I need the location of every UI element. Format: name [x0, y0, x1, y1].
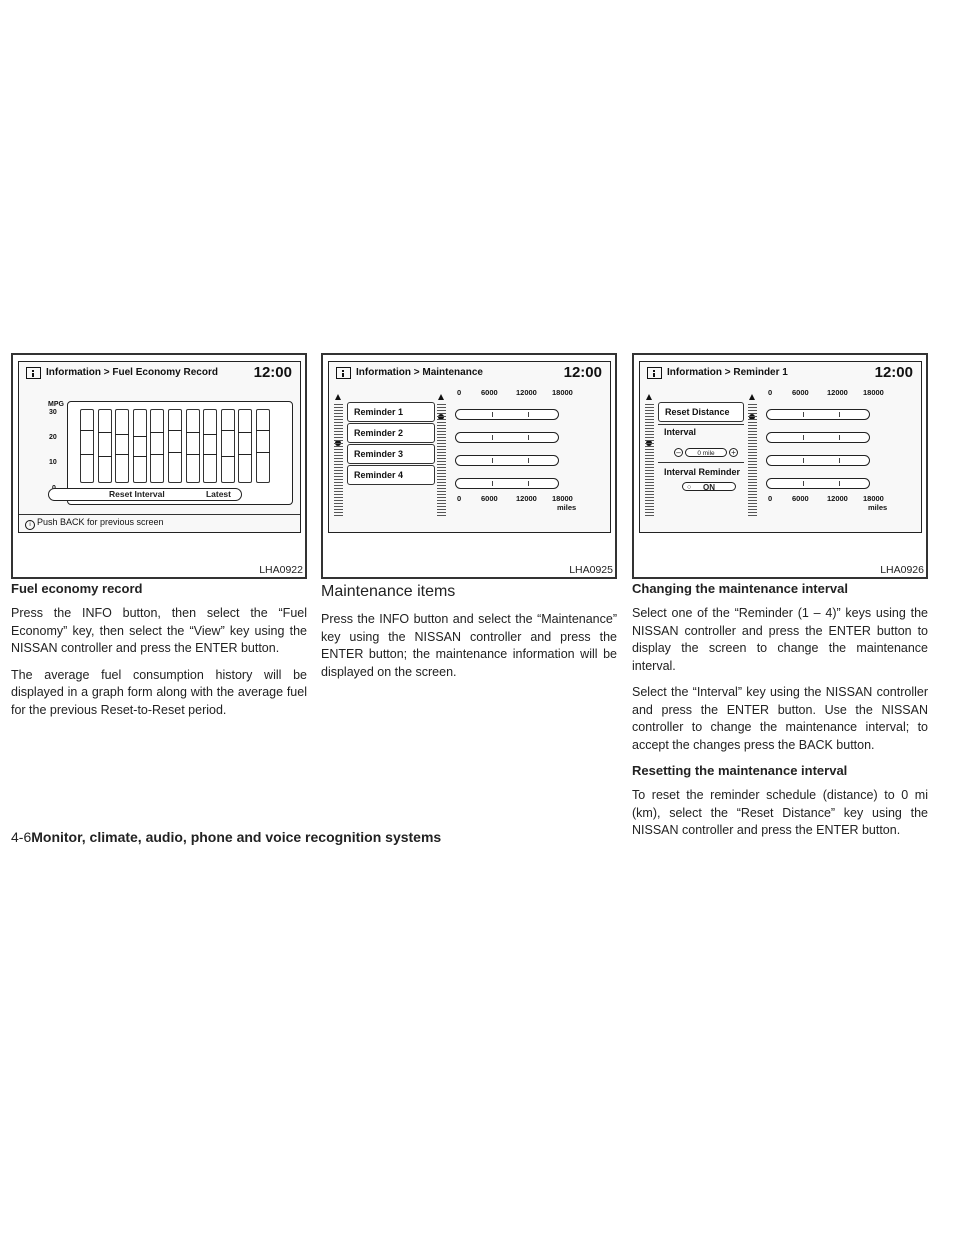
track-tick — [492, 458, 493, 463]
track-tick — [528, 481, 529, 486]
scale-top-18000: 18000 — [863, 388, 884, 397]
graph-bar-reading — [221, 430, 235, 431]
scale-ticks — [748, 404, 757, 516]
graph-y-label-10: 10 — [49, 459, 57, 466]
fuel-economy-text — [11, 581, 307, 728]
scale-unit: miles — [868, 503, 888, 512]
scale-top-12000: 12000 — [827, 388, 848, 397]
graph-bar — [238, 409, 252, 483]
graph-bar-reading — [98, 432, 112, 433]
graph-bar-reading — [203, 434, 217, 435]
screen-clock: 12:00 — [253, 364, 292, 381]
back-note-text: Push BACK for previous screen — [37, 517, 164, 527]
track-tick — [803, 435, 804, 440]
changing-interval-paragraph-1: Select one of the “Reminder (1 – 4)” keys using the NISSAN controller and press the ENTER button to display the screen to change the maintenance interval. — [632, 606, 928, 673]
changing-interval-paragraph-2: Select the “Interval” key using the NISSAN controller and press the ENTER button. Use the NISSAN controller to change the maintenance interval; to accept the changes press the BACK button. — [632, 685, 928, 752]
screen-clock: 12:00 — [563, 364, 602, 381]
graph-bar-reading — [115, 454, 129, 455]
reset-interval-label: Reset Interval — [109, 489, 165, 499]
graph-bar-reading — [186, 432, 200, 433]
scroll-up-icon — [335, 394, 341, 400]
left-scroll-strip[interactable] — [332, 394, 346, 520]
interval-value: 0 mile — [685, 448, 727, 457]
information-icon — [26, 367, 41, 379]
scale-top-18000: 18000 — [552, 388, 573, 397]
resetting-interval-heading: Resetting the maintenance interval — [632, 763, 848, 778]
track-tick — [839, 412, 840, 417]
track-tick — [839, 458, 840, 463]
graph-bar — [168, 409, 182, 483]
track-tick — [839, 481, 840, 486]
middle-scroll-strip[interactable] — [746, 394, 760, 520]
distance-track — [455, 478, 559, 489]
info-circle-icon: i — [25, 520, 35, 530]
interval-key[interactable]: Interval — [664, 427, 697, 437]
graph-bar — [221, 409, 235, 483]
figure-code: LHA0925 — [569, 564, 613, 576]
left-scroll-strip[interactable] — [643, 394, 657, 520]
column-reminder — [632, 353, 939, 837]
graph-bar-reading — [238, 454, 252, 455]
distance-track — [455, 455, 559, 466]
scale-ticks — [645, 404, 654, 516]
track-tick — [492, 481, 493, 486]
scroll-up-icon — [438, 394, 444, 400]
track-tick — [839, 435, 840, 440]
graph-bar-reading — [256, 452, 270, 453]
toggle-value: ON — [703, 483, 715, 492]
graph-bar-reading — [133, 436, 147, 437]
graph-bar-reading — [168, 430, 182, 431]
latest-label: Latest — [205, 489, 231, 499]
reminder-item-1[interactable]: Reminder 1 — [347, 402, 435, 422]
screen-title: Information > Reminder 1 — [667, 367, 788, 378]
interval-reminder-key[interactable]: Interval Reminder — [664, 467, 741, 477]
figure-reminder — [632, 353, 928, 579]
screen-clock: 12:00 — [874, 364, 913, 381]
interval-reminder-toggle[interactable] — [682, 482, 736, 491]
graph-bar-reading — [238, 432, 252, 433]
reminder-item-3[interactable]: Reminder 3 — [347, 444, 435, 464]
plus-button[interactable]: + — [729, 448, 738, 457]
scale-bottom-18000: 18000 — [863, 494, 884, 503]
track-tick — [492, 435, 493, 440]
graph-bar-reading — [80, 454, 94, 455]
reminder-item-4[interactable]: Reminder 4 — [347, 465, 435, 485]
scale-ticks — [437, 404, 446, 516]
graph-bar — [98, 409, 112, 483]
graph-bar — [150, 409, 164, 483]
figure-code: LHA0926 — [880, 564, 924, 576]
graph-bar-reading — [256, 430, 270, 431]
figure-maintenance — [321, 353, 617, 579]
figure-fuel-economy-record — [11, 353, 307, 579]
graph-bar — [186, 409, 200, 483]
reset-distance-key[interactable]: Reset Distance — [658, 402, 744, 422]
graph-bar — [80, 409, 94, 483]
scale-bottom-0: 0 — [768, 494, 773, 503]
track-tick — [528, 412, 529, 417]
scroll-up-icon — [646, 394, 652, 400]
graph-bar-reading — [133, 456, 147, 457]
distance-track — [766, 409, 870, 420]
maintenance-heading: Maintenance items — [321, 583, 456, 600]
reset-interval-bar[interactable] — [48, 488, 242, 501]
screen-header — [329, 362, 610, 384]
track-tick — [492, 412, 493, 417]
screen-header — [640, 362, 921, 384]
toggle-indicator-icon: ○ — [687, 484, 692, 491]
screen-header — [19, 362, 300, 384]
column-maintenance — [321, 353, 628, 679]
graph-bar-reading — [80, 430, 94, 431]
track-tick — [803, 481, 804, 486]
middle-scroll-strip[interactable] — [435, 394, 449, 520]
information-icon — [336, 367, 351, 379]
graph-bar-reading — [168, 452, 182, 453]
reminder-item-2[interactable]: Reminder 2 — [347, 423, 435, 443]
minus-button[interactable]: – — [674, 448, 683, 457]
track-tick — [803, 458, 804, 463]
graph-unit-label: MPG — [48, 401, 64, 408]
resetting-interval-paragraph: To reset the reminder schedule (distance) to 0 mi (km), select the “Reset Distance” key using the NISSAN controller and press the ENTER button. — [632, 788, 928, 837]
graph-bar — [256, 409, 270, 483]
scale-top-6000: 6000 — [792, 388, 809, 397]
graph-bar — [115, 409, 129, 483]
scale-top-0: 0 — [768, 388, 773, 397]
scale-bottom-6000: 6000 — [792, 494, 809, 503]
fuel-economy-heading: Fuel economy record — [11, 581, 143, 596]
scale-bottom-12000: 12000 — [516, 494, 537, 503]
fuel-economy-screen — [18, 361, 301, 533]
section-title: Monitor, climate, audio, phone and voice recognition systems — [31, 829, 442, 845]
graph-bar — [203, 409, 217, 483]
distance-track — [766, 432, 870, 443]
graph-bar-reading — [115, 434, 129, 435]
maintenance-paragraph-1: Press the INFO button and select the “Maintenance” key using the NISSAN controller and press the ENTER button; the maintenance information will be displayed on the screen. — [321, 612, 617, 679]
graph-bar — [133, 409, 147, 483]
distance-track — [455, 409, 559, 420]
scale-top-0: 0 — [457, 388, 462, 397]
scale-top-6000: 6000 — [481, 388, 498, 397]
changing-interval-heading: Changing the maintenance interval — [632, 581, 848, 596]
maintenance-screen — [328, 361, 611, 533]
fuel-economy-paragraph-2: The average fuel consumption history will be displayed in a graph form along with the average fuel for the previous Reset-to-Reset period. — [11, 667, 307, 717]
graph-y-label-20: 20 — [49, 434, 57, 441]
scale-ticks — [334, 404, 343, 516]
graph-bar-reading — [150, 454, 164, 455]
information-icon — [647, 367, 662, 379]
fuel-economy-paragraph-1: Press the INFO button, then select the “Fuel Economy” key, then select the “View” key using the NISSAN controller and press the ENTER button. — [11, 606, 307, 655]
distance-track — [766, 455, 870, 466]
track-tick — [803, 412, 804, 417]
screen-title: Information > Fuel Economy Record — [46, 367, 218, 378]
graph-bar-reading — [221, 456, 235, 457]
graph-bar-reading — [150, 432, 164, 433]
reminder-text — [632, 581, 928, 849]
maintenance-text — [321, 583, 617, 690]
column-fuel-economy — [11, 353, 307, 717]
scale-top-12000: 12000 — [516, 388, 537, 397]
scroll-up-icon — [749, 394, 755, 400]
scale-bottom-6000: 6000 — [481, 494, 498, 503]
graph-bar-reading — [98, 456, 112, 457]
reminder-screen — [639, 361, 922, 533]
page-number: 4-6 — [11, 829, 32, 845]
figure-code: LHA0922 — [259, 564, 303, 576]
scale-unit: miles — [557, 503, 577, 512]
scale-bottom-18000: 18000 — [552, 494, 573, 503]
graph-bar-reading — [203, 454, 217, 455]
scale-bottom-0: 0 — [457, 494, 462, 503]
graph-bar-reading — [186, 454, 200, 455]
distance-track — [455, 432, 559, 443]
track-tick — [528, 435, 529, 440]
track-tick — [528, 458, 529, 463]
screen-divider — [19, 514, 300, 515]
back-note — [25, 517, 164, 530]
scale-bottom-12000: 12000 — [827, 494, 848, 503]
page-footer — [11, 829, 441, 845]
graph-y-label-30: 30 — [49, 409, 57, 416]
screen-title: Information > Maintenance — [356, 367, 483, 378]
distance-track — [766, 478, 870, 489]
